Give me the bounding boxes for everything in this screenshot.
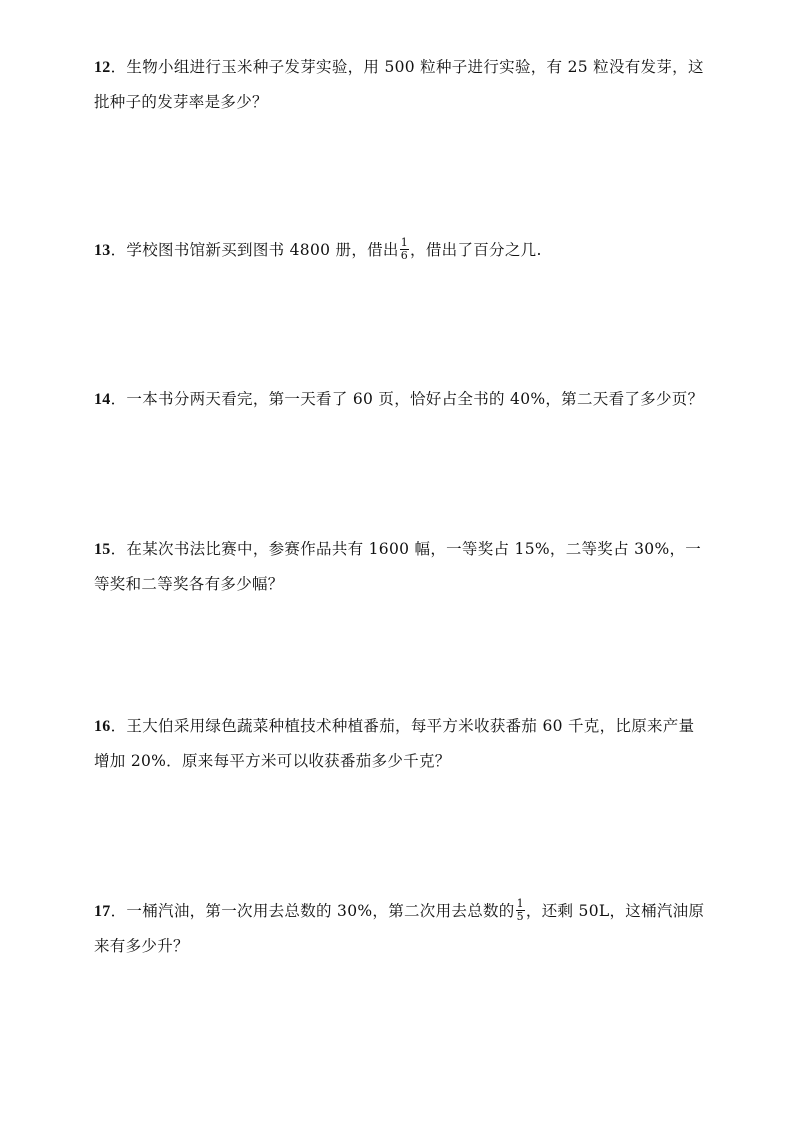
question-text-before: 一桶汽油，第一次用去总数的 30%，第二次用去总数的	[126, 902, 515, 920]
question-17	[94, 894, 706, 963]
question-14	[94, 382, 706, 417]
question-15	[94, 532, 706, 601]
fraction	[516, 898, 525, 923]
fraction-denominator: 6	[400, 248, 409, 262]
question-separator: ．	[110, 390, 127, 408]
question-separator: ．	[110, 902, 127, 920]
question-number: 15	[94, 541, 111, 558]
fraction	[400, 237, 409, 262]
question-text: 王大伯采用绿色蔬菜种植技术种植番茄，每平方米收获番茄 60 千克，比原来产量增加 20%．原来每平方米可以收获番茄多少千克？	[94, 717, 695, 770]
question-separator: ．	[110, 241, 127, 259]
question-text-after: ，借出了百分之几.	[410, 241, 542, 259]
question-text-after: ，还剩 50L，这桶汽油原来有多少升？	[94, 902, 705, 955]
question-number: 14	[94, 391, 111, 408]
question-text-before: 学校图书馆新买到图书 4800 册，借出	[126, 241, 399, 259]
fraction-numerator: 1	[400, 235, 409, 249]
question-text: 一本书分两天看完，第一天看了 60 页，恰好占全书的 40%，第二天看了多少页？	[126, 390, 704, 408]
question-separator: ．	[110, 540, 127, 558]
fraction-denominator: 5	[516, 909, 524, 923]
question-separator: ．	[110, 58, 127, 76]
question-number: 12	[94, 59, 111, 76]
question-number: 17	[94, 903, 111, 920]
question-number: 16	[94, 718, 111, 735]
question-13	[94, 233, 706, 268]
question-16	[94, 709, 706, 778]
question-12	[94, 50, 706, 119]
question-number: 13	[94, 242, 111, 259]
question-text: 生物小组进行玉米种子发芽实验，用 500 粒种子进行实验，有 25 粒没有发芽，这批种子的发芽率是多少？	[94, 58, 704, 111]
question-separator: ．	[110, 717, 127, 735]
fraction-numerator: 1	[516, 896, 524, 910]
question-text: 在某次书法比赛中，参赛作品共有 1600 幅，一等奖占 15%，二等奖占 30%，一等奖和二等奖各有多少幅？	[94, 540, 702, 593]
